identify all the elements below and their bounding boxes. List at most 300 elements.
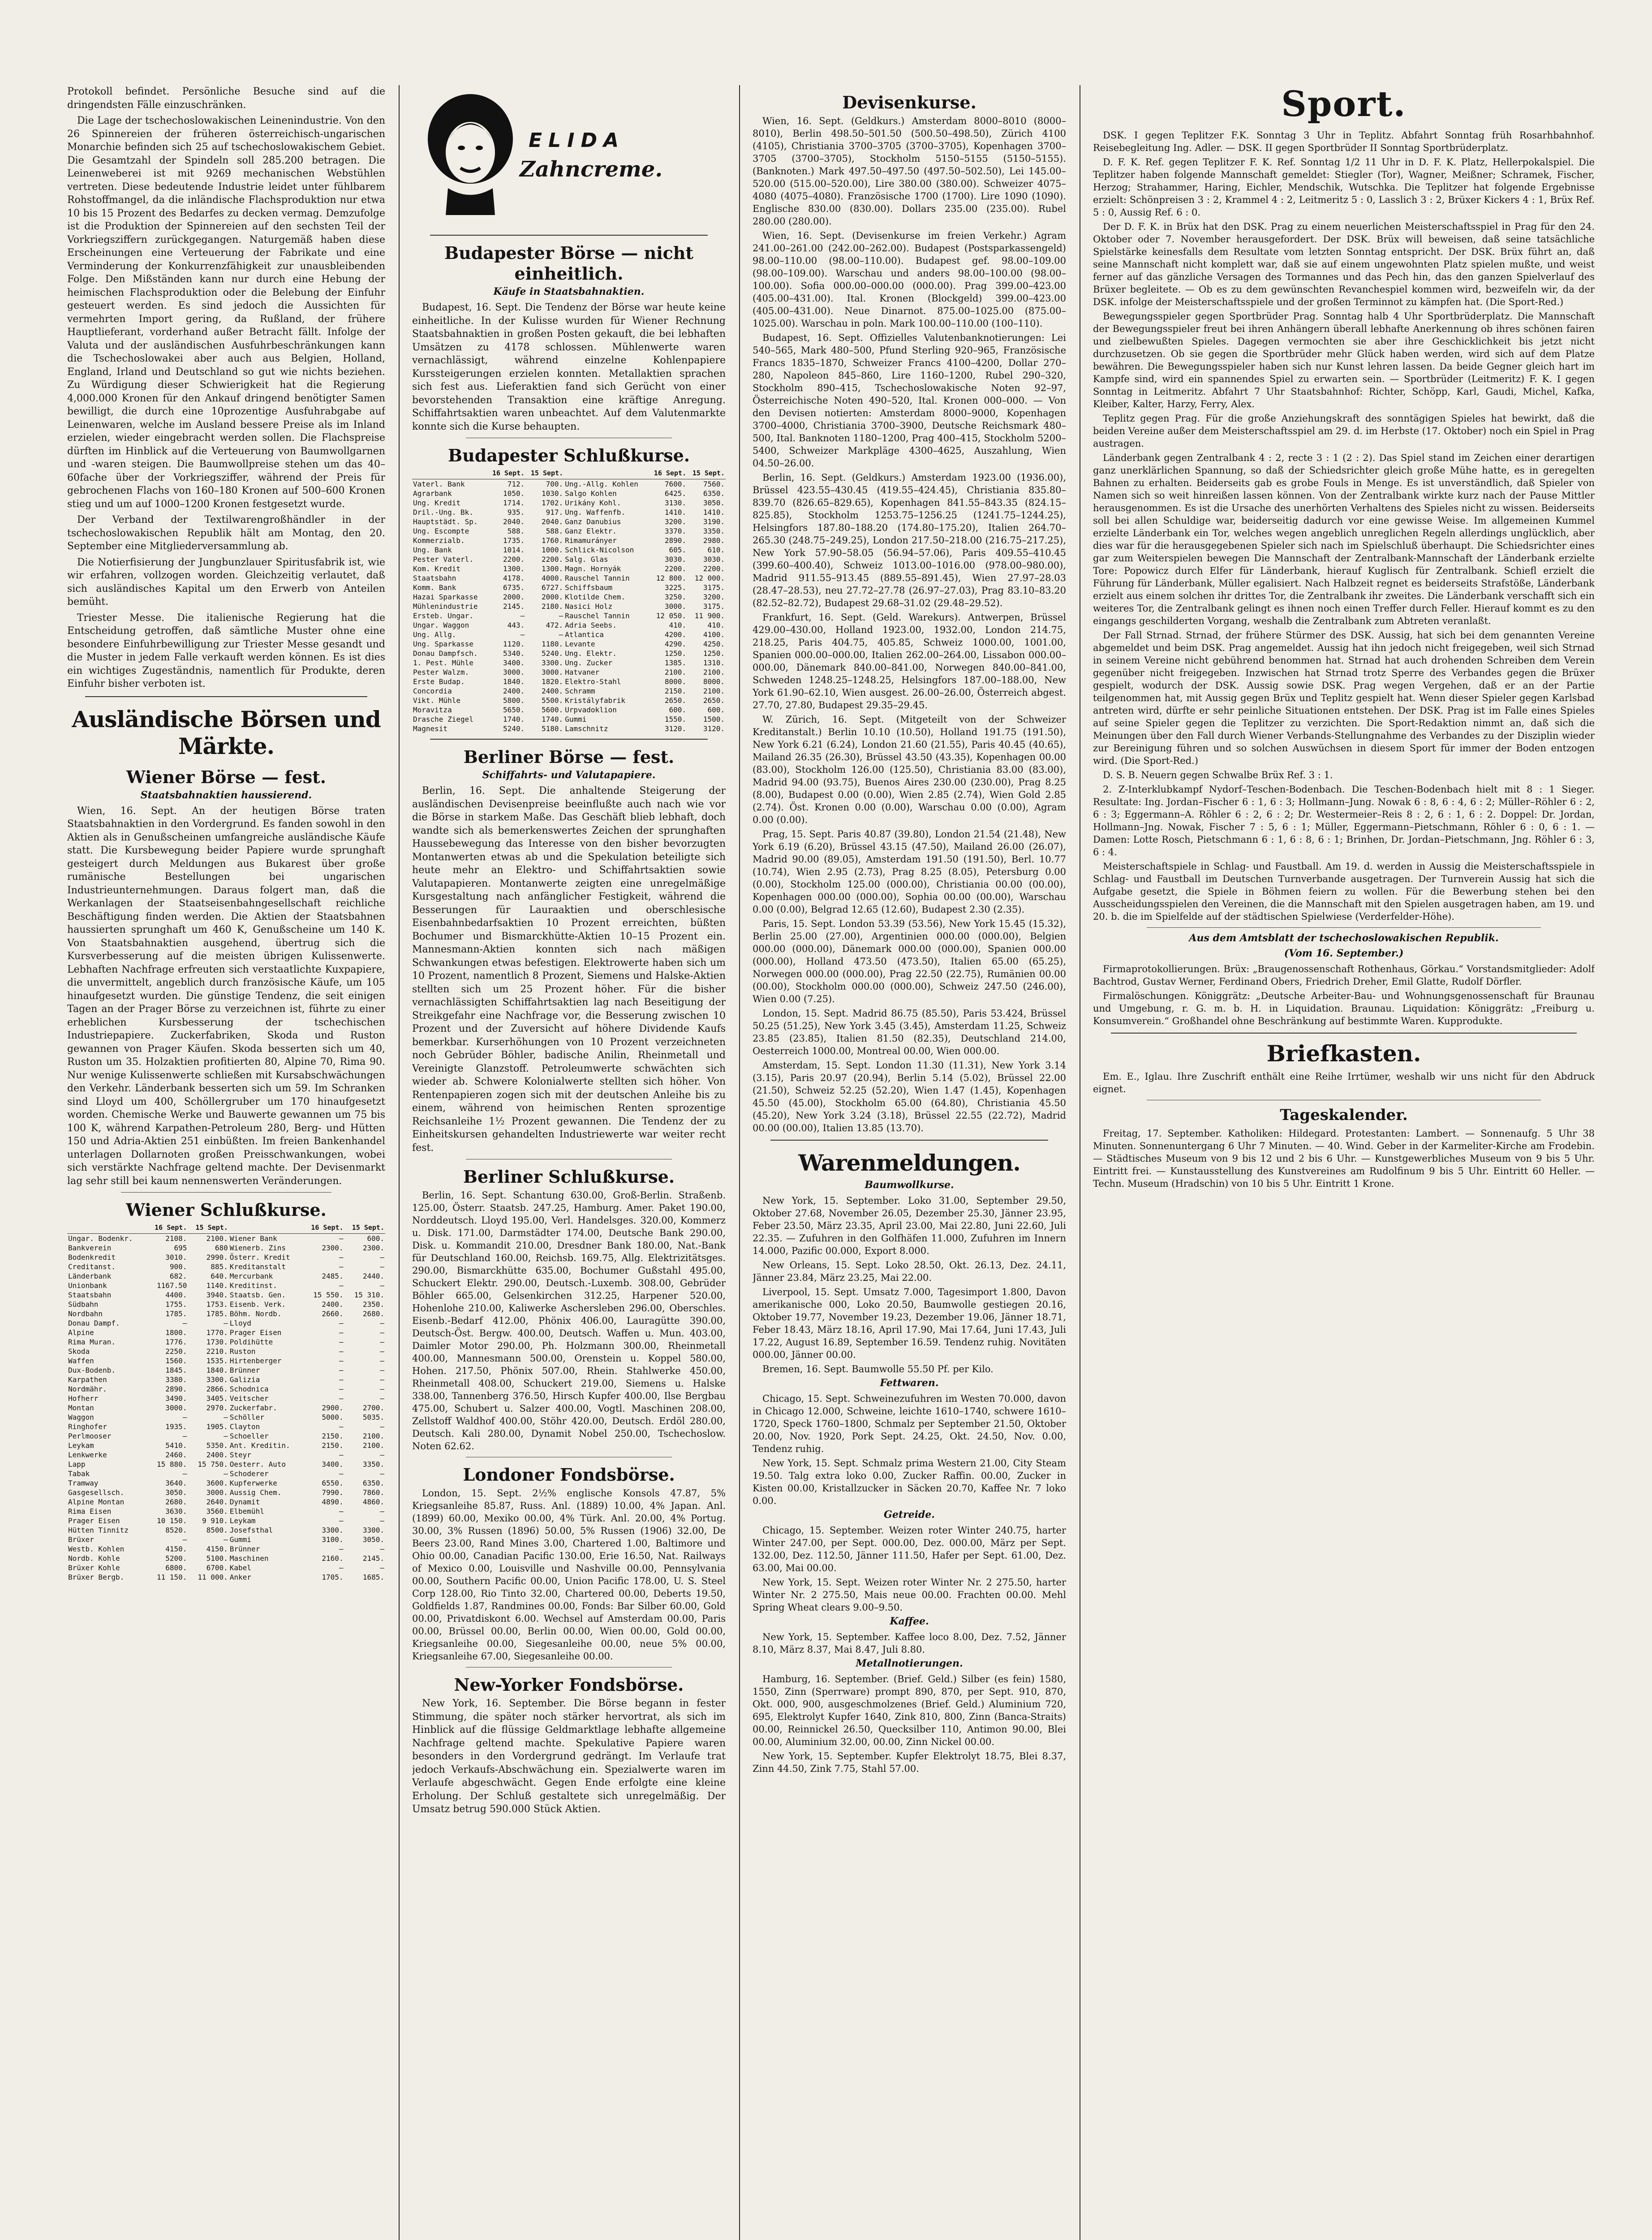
wien-quote-row [67, 1403, 385, 1413]
budapest-quote-cell: Hazai Sparkasse [413, 593, 478, 601]
article-paragraph: Firmalöschungen. Königgrätz: „Deutsche Arbeiter-Bau- und Wohnungsgenossenschaft für Braunau und Umgebung, r. G. m. b. H. in Liquidation. Braunau. Liquidation: Königgrätz: „Freiburg u. Konsumverein.“ Großhandel ohne Beschränkung auf bestimmte Waren. Kupprodukte. [1093, 991, 1595, 1026]
column-3 [753, 85, 1066, 2240]
wien-quote-cell: — [380, 1469, 384, 1478]
wien-quote-cell: 3300. [206, 1375, 228, 1384]
budapest-quote-cell: 1310. [703, 659, 725, 667]
wien-quote-cell: Westb. Kohlen [68, 1545, 125, 1553]
budapest-quote-cell: 472. [546, 621, 564, 629]
budapest-quote-row [412, 517, 726, 526]
wien-quote-cell: Nordmähr. [68, 1385, 107, 1393]
budapest-quote-cell: 2100. [703, 687, 725, 695]
wien-quote-row [67, 1234, 385, 1244]
wien-quote-cell: Staatsbahn [68, 1291, 112, 1299]
budapest-quote-cell: Rimamurányer [565, 536, 617, 545]
article-paragraph: Die Notierfisierung der Jungbunzlauer Spiritusfabrik ist, wie wir erfahren, vollzogen worden. Gleichzeitig verlautet, daß sich ausländisches Kapital um den Erwerb von Anteilen bemüht. [67, 556, 385, 607]
wien-quote-cell: 2160. [322, 1554, 344, 1563]
wien-quote-cell: 1535. [206, 1357, 228, 1365]
wien-quote-cell: Gasgesellsch. [68, 1488, 125, 1497]
wien-quote-cell: Brünner [229, 1545, 260, 1553]
budapest-quote-row [412, 555, 726, 564]
wien-quote-cell: 3000. [206, 1488, 228, 1497]
wien-quote-cell: Schoeller [229, 1432, 269, 1440]
wien-quote-cell: 6350. [362, 1479, 384, 1487]
wien-quote-cell: Donau Dampf. [68, 1319, 120, 1327]
wien-quote-cell: 1685. [362, 1573, 384, 1581]
column-rule [399, 85, 400, 2240]
wien-quote-cell: — [339, 1385, 344, 1393]
wien-quote-cell: Galizia [229, 1375, 260, 1384]
budapest-quote-cell: 3175. [703, 583, 725, 592]
budapest-quote-cell: Salg. Glas [565, 555, 608, 564]
budapest-quote-cell: 4290. [664, 640, 687, 648]
wien-quote-cell: Österr. Kredit [229, 1253, 290, 1262]
wien-quote-cell: Wiener Bank [229, 1234, 277, 1243]
wien-quote-cell: Brünner [229, 1366, 260, 1374]
wien-quote-cell: 3300. [362, 1526, 384, 1534]
article-paragraph: Teplitz gegen Prag. Für die große Anziehungskraft des sonntägigen Spieles hat bewirkt, daß die beiden Vereine außer dem Meisterschaftsspiel am 29. d. im Herbste (17. Oktober) noch ein Spiel in Prag austragen. [1093, 413, 1595, 449]
budapest-quote-cell: 4100. [703, 630, 725, 639]
wien-quote-row [67, 1253, 385, 1262]
wien-quote-row [67, 1535, 385, 1544]
article-paragraph: DSK. I gegen Teplitzer F.K. Sonntag 3 Uhr in Teplitz. Abfahrt Sonntag früh Rosarhbahnhof. Reisebegleitung Ing. Adler. — DSK. II gegen Sportbrüder II Sonntag Sportbrüderplatz. [1093, 130, 1595, 153]
budapest-quote-cell: Adria Seebs. [565, 621, 617, 629]
budapest-quote-cell: 2650. [664, 696, 687, 705]
budapest-quote-cell: 2980. [703, 536, 725, 545]
budapest-quote-cell: Ganz Elektr. [565, 527, 617, 535]
wien-quote-cell: Waggon [68, 1413, 94, 1422]
budapest-quote-cell: 1. Pest. Mühle [413, 659, 473, 667]
wien-quote-row [67, 1328, 385, 1337]
budapest-quote-cell: 1410. [664, 508, 687, 517]
wien-quote-cell: 5035. [362, 1413, 384, 1422]
wien-quote-cell: 1785. [165, 1310, 187, 1318]
wien-quote-cell: 2680. [165, 1498, 187, 1506]
wien-quote-cell: 6550. [322, 1479, 344, 1487]
article-paragraph: Em. E., Iglau. Ihre Zuschrift enthält eine Reihe Irrtümer, weshalb wir uns nicht für den Abdruck eignet. [1093, 1071, 1595, 1094]
budapest-quote-cell: 5240. [541, 649, 564, 658]
budapest-quote-cell: Ung. Elektr. [565, 649, 617, 658]
wien-quote-cell: Schöller [229, 1413, 264, 1422]
budapest-quote-cell: Urpvadoklion [565, 706, 617, 714]
budapest-quote-cell: Atlantica [565, 630, 604, 639]
wien-quote-cell: 4890. [322, 1498, 344, 1506]
budapest-quote-row [412, 715, 726, 724]
wien-quote-cell: Lenkwerke [68, 1451, 107, 1459]
london-heading: Londoner Fondsbörse. [463, 1465, 675, 1485]
budapest-quote-cell: Lamschnitz [565, 724, 608, 733]
wien-quote-row [67, 1271, 385, 1281]
wien-quote-cell: — [380, 1338, 384, 1346]
wien-quote-cell: 4400. [165, 1291, 187, 1299]
budapest-quote-cell: 3350. [703, 527, 725, 535]
wien-quote-cell: Elbemühl [229, 1507, 264, 1516]
budapest-quote-cell: Agrarbank [413, 489, 452, 498]
budapest-quote-cell: Drasche Ziegel [413, 715, 473, 724]
budapest-quote-row [412, 668, 726, 677]
budapest-quote-cell: 4000. [541, 574, 564, 582]
wien-quote-cell: 2100. [206, 1234, 228, 1243]
wien-quote-cell: — [380, 1564, 384, 1572]
wien-quote-cell: 10 150. [156, 1516, 187, 1525]
budapest-quote-row [412, 564, 726, 573]
wien-quote-cell: — [339, 1451, 344, 1459]
wien-quote-cell: 2440. [362, 1272, 384, 1280]
wien-quote-cell: — [380, 1262, 384, 1271]
wien-quote-row [67, 1422, 385, 1431]
wien-quote-cell: Hofherr [68, 1394, 99, 1403]
wien-quote-cell: 3000. [165, 1404, 187, 1412]
budapest-quote-cell: 3120. [664, 724, 687, 733]
article-paragraph: D. S. B. Neuern gegen Schwalbe Brüx Ref. 3 : 1. [1103, 770, 1333, 780]
budapest-quote-cell: — [520, 612, 525, 620]
budapest-quote-cell: Ganz Danubius [565, 517, 621, 526]
wien-quote-row [67, 1394, 385, 1403]
budapest-quote-cell: 410. [707, 621, 725, 629]
wien-quote-cell: Dynamit [229, 1498, 260, 1506]
wien-quote-cell: — [380, 1375, 384, 1384]
budapest-quote-cell: 3200. [703, 593, 725, 601]
wien-quote-cell: 7860. [362, 1488, 384, 1497]
wien-quote-cell: 3300. [322, 1526, 344, 1534]
budapest-quote-cell: 605. [669, 546, 687, 554]
budapest-quote-cell: 2145. [503, 602, 525, 611]
wien-quote-row [67, 1281, 385, 1290]
budapest-quote-cell: 8000. [703, 677, 725, 686]
wien-quote-cell: — [380, 1422, 384, 1431]
budapest-subheading: Käufe in Staatsbahnaktien. [493, 286, 645, 297]
budapest-quote-cell: 1050. [503, 489, 525, 498]
wien-quote-cell: Kreditinst. [229, 1281, 277, 1290]
article-paragraph: Berlin, 16. Sept. Schantung 630.00, Groß-Berlin. Straßenb. 125.00, Österr. Staatsb. 247.25, Hamburg. Amer. Paket 190.00, Norddeutsch. Lloyd 195.00, Verl. Handelsges. 320.00, Kommerz u. Disk. 171.00, Darmstädter 174.00, Deutsche Bank 290.00, Disk. u. Kommandit 210.00, Dresdner Bank 180.00, Nat.-Bank für Deutschland 160.00, Reichsb. 169.75, Allg. Elektrizitätsges. 290.00, Bismarckhütte 635.00, Bochumer Gußstahl 495.00, Schuckert Elektr. 290.00, Deutsch.-Luxemb. 308.00, Gebrüder Böhler 665.00, Gelsenkirchen 312.25, Harpener 520.00, Hohenlohe 210.00, Kaliwerke Aschersleben 296.00, Oberschles. Eisenb.-Bedarf 412.00, Phönix 406.00, Lauragütte 390.00, Deutsch-Öst. Bergw. 400.00, Deutsch. Waffen u. Mun. 403.00, Daimler Motor 290.00, Ph. Holzmann 300.00, Rheinmetall 400.00, Mannesmann 500.00, Orenstein u. Koppel 580.00, Hohen. 217.50, Phönix 507.00, Rhein. Stahlwerke 450.00, Rheinmetall 408.00, Schuckert 219.00, Siemens u. Halske 338.00, Tannenberg 376.50, Hirsch Kupfer 400.00, Ilse Bergbau 475.00, Schubert u. Salzer 400.00, Vogtl. Maschinen 208.00, Zellstoff Waldhof 400.00, Stöhr 420.00, Deutsch. Erdöl 280.00, Deutsch. Kali 280.00, Dynamit Nobel 250.00, Tschechoslow. Noten 62.62. [412, 1190, 726, 1452]
wien-quote-cell: 15 880. [156, 1460, 187, 1469]
wien-quote-cell: 885. [211, 1262, 228, 1271]
budapest-quote-row [412, 658, 726, 668]
article-paragraph: Triester Messe. Die italienische Regierung hat die Entscheidung getroffen, daß sämtliche Muster ohne eine besondere Einfuhrbewilligung zur Triester Messe gesandt und die Muster in jedem Falle verkauft werden können. Es ist dies ein wichtiges Zugeständnis, namentlich für Produkte, deren Einfuhr bisher verboten ist. [67, 612, 385, 689]
budapest-quote-cell: 2650. [703, 696, 725, 705]
wien-quote-row [67, 1478, 385, 1488]
wien-quote-cell: 3050. [362, 1535, 384, 1544]
wien-quote-cell: Brüxer Kohle [68, 1564, 120, 1572]
wien-quote-cell: 8500. [206, 1526, 228, 1534]
wien-quote-cell: — [339, 1234, 344, 1243]
budapest-quote-cell: 2200. [703, 564, 725, 573]
wien-quote-cell: 2900. [322, 1404, 344, 1412]
budapest-quote-cell: 4200. [664, 630, 687, 639]
divider [430, 235, 708, 236]
wien-quote-cell: 1753. [206, 1300, 228, 1309]
wien-quote-cell: Waffen [68, 1357, 94, 1365]
wien-quote-cell: 2460. [165, 1451, 187, 1459]
wien-quote-cell: Gummi [229, 1535, 251, 1544]
budapest-quote-row [412, 526, 726, 536]
wien-quote-cell: Tabak [68, 1469, 90, 1478]
article-paragraph: Freitag, 17. September. Katholiken: Hildegard. Protestanten: Lambert. — Sonnenaufg. 5 Uhr 38 Minuten. Sonnenuntergang 6 Uhr 7 Minuten. — 40. Wind. Geber in der Karmeliter-Kirche am Frodebin. — Städtisches Museum von 9 bis 12 und 2 bis 6 Uhr. — Kunstgewerbliches Museum von 9 bis 5 Uhr. Eintritt frei. — Kunstausstellung des Kunstvereines am Rudolfinum 9 bis 5 Uhr. Eintritt 60 Heller. — Techn. Museum (Hradschin) von 10 bis 5 Uhr. Eintritt 1 Krone. [1093, 1128, 1595, 1189]
divider [770, 1140, 1048, 1141]
divider [121, 1192, 331, 1193]
wien-quote-cell: Anker [229, 1573, 251, 1581]
budapest-quote-row [412, 639, 726, 649]
newspaper-page [67, 85, 1595, 2240]
budapest-quote-cell: 4178. [503, 574, 525, 582]
wien-quote-cell: 1167.50 [156, 1281, 187, 1290]
budapest-quote-cell: 1702. [541, 499, 564, 507]
wien-quote-cell: Ruston [229, 1347, 256, 1356]
article-paragraph: Amsterdam, 15. Sept. London 11.30 (11.31), New York 3.14 (3.15), Paris 20.97 (20.94), Berlin 5.14 (5.02), Brüssel 22.00 (21.50), Schweiz 52.25 (52.20), Wien 1.47 (1.45), Kopenhagen 45.50 (45.00), Stockholm 65.00 (64.80), Christiania 45.50 (45.20), New York 3.24 (3.18), Brüssel 22.55 (22.72), Madrid 00.00 (00.00), Italien 13.85 (13.70). [753, 1060, 1066, 1133]
wien-quote-cell: 3940. [206, 1291, 228, 1299]
wien-quote-cell: 1935. [165, 1422, 187, 1431]
wien-quote-cell: 4860. [362, 1498, 384, 1506]
wien-quote-cell: 2660. [322, 1310, 344, 1318]
budapest-quote-cell: 1385. [664, 659, 687, 667]
budapest-quote-cell: 3030. [703, 555, 725, 564]
budapest-quote-cell: 2400. [503, 687, 525, 695]
wien-quote-row [67, 1460, 385, 1469]
budapest-quote-cell: Rauschel Tannin [565, 574, 630, 582]
wien-quote-cell: Bodenkredit [68, 1253, 116, 1262]
budapest-quote-cell: 2040. [541, 517, 564, 526]
budapest-quote-column-header: 15 Sept. [525, 468, 564, 479]
wien-quote-row [67, 1309, 385, 1318]
wien-quote-cell: Perlmooser [68, 1432, 112, 1440]
wien-quote-cell: 2150. [322, 1432, 344, 1440]
elida-advertisement [412, 90, 726, 224]
budapest-quote-cell: Rauschel Tannin [565, 612, 630, 620]
wien-quote-cell: 695 [174, 1244, 187, 1252]
wien-quote-cell: Wienerb. Zins [229, 1244, 286, 1252]
budapest-quote-cell: Schramm [565, 687, 595, 695]
article-paragraph: London, 15. Sept. 2½% englische Konsols 47.87, 5% Kriegsanleihe 85.87, Russ. Anl. (1889) 10.00, 4% Japan. Anl. (1899) 60.00, Mexiko 00.00, 4% Türk. Anl. 20.00, 4% Portug. 30.00, 3% Russen (1896) 50.00, 5% Russen (1906) 32.00, De Beers 23.00, Rand Mines 3.00, Chartered 1.00, Baltimore und Ohio 00.00, Canadian Pacific 130.00, Erie 16.50, Nat. Railways of Mexico 0.00, Louisville und Nashville 00.00, Pennsylvania 00.00, Southern Pacific 00.00, Union Pacific 178.00, U. S. Steel Corp 128.00, Rio Tinto 32.00, Chartered 00.00, Deberts 19.50, Goldfields 1.87, Randmines 00.00, Fonds: Bar Silber 60.00, Gold 00.00, Privatdiskont 6.00. Wechsel auf Amsterdam 00.00, Paris 00.00, Brüssel 00.00, Berlin 00.00, Wien 00.00, Gold 00.00, Kriegsanleihe 00.00, Siegesanleihe 00.00, neue 5% 00.00, Kriegsanleihe 67.00, Siegesanleihe 00.00. [412, 1488, 726, 1662]
wien-quote-cell: — [339, 1357, 344, 1365]
wien-quote-cell: Leykam [229, 1516, 256, 1525]
budapest-quote-cell: 2200. [503, 555, 525, 564]
wien-quote-cell: — [380, 1545, 384, 1553]
woman-portrait-icon [421, 90, 520, 215]
wien-quote-row [67, 1497, 385, 1507]
wien-quote-cell: — [339, 1375, 344, 1384]
article-paragraph: Firmaprotokollierungen. Brüx: „Braugenossenschaft Rothenhaus, Görkau.“ Vorstandsmitglieder: Adolf Bachtrod, Gustav Werner, Ferdinand Obers, Friedrich Dreher, Emil Glatte, Rudolf Dörfler. [1093, 964, 1595, 987]
budapest-quote-cell: 7560. [703, 480, 725, 488]
budapest-quote-cell: 1014. [503, 546, 525, 554]
budapest-quote-column-header: 16 Sept. [487, 468, 525, 479]
budapest-quote-cell: 3175. [703, 602, 725, 611]
wien-quote-cell: 5100. [206, 1554, 228, 1563]
budapest-quote-cell: 1550. [664, 715, 687, 724]
budapest-quote-cell: 6425. [664, 489, 687, 498]
wien-quote-column-header: 16 Sept. [147, 1222, 188, 1234]
budapest-quote-column-header [412, 468, 487, 479]
budapest-quote-cell: 3300. [541, 659, 564, 667]
wien-quote-cell: 2485. [322, 1272, 344, 1280]
wien-quote-cell: 9 910. [202, 1516, 228, 1525]
wien-quote-row [67, 1300, 385, 1309]
wien-quote-cell: Zuckerfabr. [229, 1404, 277, 1412]
budapest-quote-row [412, 686, 726, 696]
budapest-quote-cell: Nasici Holz [565, 602, 613, 611]
budapest-quote-cell: 1714. [503, 499, 525, 507]
wien-quote-cell: 1770. [206, 1328, 228, 1337]
wien-quote-cell: 15 310. [354, 1291, 384, 1299]
wien-quote-cell: — [182, 1469, 187, 1478]
article-paragraph: Chicago, 15. September. Weizen roter Winter 240.75, harter Winter 247.00, per Sept. 000.00, Dez. 000.00, März per Sept. 132.00, Dez. 112.50, Jänner 111.50, Hafer per Sept. 61.00, Dez. 63.00, Mai 00.00. [753, 1525, 1066, 1573]
budapest-quote-row [412, 611, 726, 620]
sport-heading: Sport. [1281, 85, 1407, 125]
budapest-heading: Budapester Börse — nicht einheitlich. [444, 243, 693, 284]
budapest-quote-cell: 3120. [703, 724, 725, 733]
wien-quote-cell: 8520. [165, 1526, 187, 1534]
wien-quote-cell: — [380, 1347, 384, 1356]
wien-quote-cell: Creditanst. [68, 1262, 116, 1271]
budapest-quote-cell: 712. [507, 480, 525, 488]
article-paragraph: Der Fall Strnad. Strnad, der frühere Stürmer des DSK. Aussig, hat sich bei dem genannten Vereine abgemeldet und beim DSK. Prag angemeldet. Aussig hat ihn jedoch nicht freigegeben, weil sich Strnad in seinem Vereine nicht gebührend benommen hat. Strnad hat auch drohenden Schreiben dem Verein gegenüber nicht freigegeben. Inzwischen hat Strnad trotz Sperre des Verbandes gegen die Brüxer gespielt, wodurch der DSK. Aussig sowie DSK. Prag wegen Vergehen, daß er an der Partie teilgenommen hat, mit Aussig gegen Brüx und Teplitz gespielt hat. Wenn dieser Spieler gegen Karlsbad antreten wird, dürfte er sehr peinliche Situationen entstehen. Der DSK. Prag ist im Falle eines Spieles auf seine Spieler gegen die Teplitzer zu verzichten. Die Sport-Redaktion nimmt an, daß sich die Meinungen über den Fall durch Wiener Verbands-Stellungnahme des Verbandes zu der Disziplin wieder zur Bereinigung führen und so solchen Auswüchsen in diesem Sport für immer der Boden entzogen wird. (Die Sport-Red.) [1093, 630, 1595, 766]
budapest-quote-cell: Ung. Kredit [413, 499, 460, 507]
wien-quote-cell: 2990. [206, 1253, 228, 1262]
budapest-quote-cell: 5600. [541, 706, 564, 714]
budapest-quote-cell: 443. [507, 621, 525, 629]
budapest-quote-cell: Pester Vaterl. [413, 555, 473, 564]
budapest-quote-cell: Urikány Kohl. [565, 499, 621, 507]
wien-quote-cell: Kabel [229, 1564, 251, 1572]
wien-quote-cell: Poldihütte [229, 1338, 273, 1346]
divider [430, 739, 708, 740]
wien-quote-cell: — [380, 1328, 384, 1337]
wien-quote-cell: Hirtenberger [229, 1357, 282, 1365]
wien-quote-cell: — [339, 1347, 344, 1356]
amtsblatt-heading: Aus dem Amtsblatt der tschechoslowakischen Republik. [1189, 932, 1499, 944]
wien-quote-cell: — [339, 1319, 344, 1327]
wien-quote-cell: — [182, 1432, 187, 1440]
wien-quote-cell: 4150. [206, 1545, 228, 1553]
budapest-quote-row [412, 508, 726, 517]
wien-quote-cell: 1785. [206, 1310, 228, 1318]
budapest-quote-cell: 7600. [664, 480, 687, 488]
budapest-quote-cell: 12 050. [656, 612, 687, 620]
wien-quote-cell: 2890. [165, 1385, 187, 1393]
budapest-quote-cell: Pester Walzm. [413, 668, 469, 676]
wien-quote-cell: Kupferwerke [229, 1479, 277, 1487]
wien-quote-cell: 1755. [165, 1300, 187, 1309]
budapest-quote-cell: — [559, 612, 564, 620]
budapest-quote-cell: 5650. [503, 706, 525, 714]
wien-quote-cell: Josefsthal [229, 1526, 273, 1534]
wien-quote-cell: Bankverein [68, 1244, 112, 1252]
budapest-quote-table [412, 468, 726, 733]
wien-quote-cell: 2680. [362, 1310, 384, 1318]
article-paragraph: Der D. F. K. in Brüx hat den DSK. Prag zu einem neuerlichen Meisterschaftsspiel in Prag für den 24. Oktober oder 7. November herausgefordert. Der DSK. Brüx will beweisen, daß seine tatsächliche Spielstärke keinesfalls dem Resultate vom letzten Sonntag entspricht. Der DSK. Brüx führt an, daß seine Mannschaft nicht komplett war, daß sie auf einem ungewohnten Platz spielen mußte, und weist ferner auf das gänzliche Versagen des Tormannes und das Pech hin, das den ganzen Spielverlauf des Brüxer begleitete. — Ob es zu dem gewünschten Revanchespiel kommen wird, bezweifeln wir, da der DSK. infolge der Meisterschaftsspiele und der großen Terminnot zu kämpfen hat. (Die Sport-Red.) [1093, 221, 1595, 307]
wien-quote-cell: 4150. [165, 1545, 187, 1553]
wien-quote-table [67, 1222, 385, 1582]
budapest-quote-cell: 2000. [503, 593, 525, 601]
budapest-quote-row [412, 724, 726, 733]
budapest-quote-cell: 3030. [664, 555, 687, 564]
wien-quote-column-header: 16 Sept. [303, 1222, 344, 1234]
article-paragraph: Die Lage der tschechoslowakischen Leinenindustrie. Von den 26 Spinnereien der früheren österreichisch-ungarischen Monarchie befinden sich 25 auf tschechoslowakischem Gebiet. Die Gesamtzahl der Spindeln soll 285.200 betragen. Die Leinenweberei ist mit 9269 mechanischen Webstühlen vertreten. Diese bedeutende Industrie leidet unter fühlbarem Rohstoffmangel, da die inländische Flachsproduktion nur etwa 10 bis 15 Prozent des Bedarfes zu decken vermag. Demzufolge ist die Produktion der Spinnereien auf den sechsten Teil der Vorkriegsziffern zurückgegangen. Naturgemäß haben diese Erscheinungen eine Verteuerung der Fabrikate und eine Verminderung der Konkurrenzfähigkeit zur unausbleibenden Folge. Den Mißständen kann nur durch eine Hebung der heimischen Flachsproduktion oder die Belebung der Einfuhr gesteuert werden. Es sind jedoch die Aussichten für vermehrten Import gering, da Rußland, der frühere Hauptlieferant, vorderhand außer Betracht fällt. Infolge der Valuta und der ausländischen Ausfuhrbeschränkungen kann die Tschechoslowakei aber auch aus Belgien, Holland, England, Irland und Deutschland so gut wie nichts beziehen. Zu Würdigung dieser Schwierigkeit hat die Regierung 4,000.000 Kronen für den Ankauf dringend benötigter Samen bewilligt, die durch eine 10prozentige Ausfuhrabgabe auf Leinenwaren, welche im Ausland bessere Preise als im Inland erzielen, wieder eingebracht werden sollen. Die Flachspreise dürften im Hinblick auf die Verteuerung von Baumwollgarnen und -waren steigen. Die Baumwollpreise stehen um das 40–60fache über der Vorkriegsziffer, während der Preis für gebrochenen Flachs von 160–180 Kronen auf 500–600 Kronen stieg und um auf 1000–1200 Kronen festgesetzt wurde. [67, 115, 385, 510]
tageskalender-heading: Tageskalender. [1280, 1106, 1408, 1124]
budapest-quote-cell: 3250. [664, 593, 687, 601]
wien-quote-cell: Hütten Tinnitz [68, 1526, 129, 1534]
wien-quote-cell: Alpine [68, 1328, 94, 1337]
wien-quote-cell: Maschinen [229, 1554, 269, 1563]
wien-quote-cell: Prager Eisen [68, 1516, 120, 1525]
article-paragraph: New York, 15. Sept. Schmalz prima Western 21.00, City Steam 19.50. Talg extra loko 0.00, Zucker Raffin. 00.00, Zucker in Kisten 00.00, Kristallzucker in Säcken 20.70, Kaffee Nr. 7 loko 0.00. [753, 1458, 1066, 1506]
wien-quote-row [67, 1366, 385, 1375]
wien-quote-cell: 3400. [322, 1460, 344, 1469]
wien-quote-cell: Aussig Chem. [229, 1488, 282, 1497]
wien-quote-cell: 5200. [165, 1554, 187, 1563]
wien-quote-cell: Ringhofer [68, 1422, 107, 1431]
wien-quote-cell: 3010. [165, 1253, 187, 1262]
budapest-quote-cell: 8000. [664, 677, 687, 686]
devisen-heading: Devisenkurse. [842, 92, 977, 112]
budapest-quote-cell: 1760. [541, 536, 564, 545]
budapest-quote-cell: 410. [669, 621, 687, 629]
wien-quote-cell: — [339, 1366, 344, 1374]
wien-quote-cell: — [380, 1357, 384, 1365]
budapest-quote-cell: 588. [546, 527, 564, 535]
article-paragraph: Liverpool, 15. Sept. Umsatz 7.000, Tagesimport 1.800, Davon amerikanische 000, Loko 20.50, Baumwolle gestiegen 20.16, Oktober 19.77, November 19.23, Dezember 19.06, Jänner 18.71, Feber 18.43, März 18.16, April 17.90, Mai 17.64, Juni 17.43, Juli 17.22, August 16.89, September 16.59. Tendenz ruhig. Novitäten 000.00, Jänner 00.00. [753, 1287, 1066, 1360]
budapest-quote-column-header: 16 Sept. [649, 468, 687, 479]
article-paragraph: New Orleans, 15. Sept. Loko 28.50, Okt. 26.13, Dez. 24.11, Jänner 23.84, März 23.25, Mai 22.00. [753, 1260, 1066, 1283]
budapest-quote-cell: 5800. [503, 696, 525, 705]
wien-quote-cell: Clayton [229, 1422, 260, 1431]
divider [1111, 1033, 1577, 1034]
wien-quote-cell: — [380, 1253, 384, 1262]
column-rule [739, 85, 740, 2240]
budapest-quote-cell: 1000. [541, 546, 564, 554]
budapest-quote-cell: 5180. [541, 724, 564, 733]
wien-quote-row [67, 1469, 385, 1478]
wien-quote-cell: — [339, 1394, 344, 1403]
budapest-quote-cell: 2150. [664, 687, 687, 695]
wien-quote-cell: 2970. [206, 1404, 228, 1412]
budapest-quote-row [412, 592, 726, 602]
article-paragraph: Bremen, 16. Sept. Baumwolle 55.50 Pf. per Kilo. [762, 1364, 994, 1374]
wien-quote-cell: 680 [215, 1244, 228, 1252]
wien-quote-cell: — [339, 1422, 344, 1431]
wien-quote-cell: 1140. [206, 1281, 228, 1290]
wien-quote-row [67, 1243, 385, 1253]
budapest-quote-cell: 6350. [703, 489, 725, 498]
getreide-heading: Getreide. [884, 1509, 935, 1521]
budapest-quote-cell: Ung. Allg. [413, 630, 456, 639]
kaffee-heading: Kaffee. [890, 1615, 929, 1627]
budapest-quote-row [412, 489, 726, 498]
wien-quote-row [67, 1516, 385, 1525]
wien-quote-cell: — [224, 1535, 228, 1544]
budapest-quote-cell: 3400. [503, 659, 525, 667]
wien-quote-cell: Montan [68, 1404, 94, 1412]
wien-quote-cell: — [339, 1253, 344, 1262]
briefkasten-heading: Briefkasten. [1266, 1040, 1421, 1067]
budapest-quote-cell: Kristályfabrik [565, 696, 625, 705]
wien-quote-cell: 3100. [322, 1535, 344, 1544]
wien-quote-cell: — [339, 1545, 344, 1553]
budapest-quote-column-header [564, 468, 649, 479]
wien-quote-cell: 6800. [165, 1564, 187, 1572]
budapest-quote-cell: 1030. [541, 489, 564, 498]
wien-quote-cell: — [224, 1413, 228, 1422]
wien-quote-cell: 11 000. [198, 1573, 228, 1581]
wien-quote-cell: — [380, 1366, 384, 1374]
baumwolle-heading: Baumwollkurse. [865, 1179, 954, 1191]
wien-quote-cell: — [182, 1535, 187, 1544]
ad-product: Zahncreme. [520, 157, 663, 182]
wien-quote-cell: — [380, 1507, 384, 1516]
budapest-quote-row [412, 620, 726, 630]
wien-quote-cell: — [182, 1413, 187, 1422]
wien-subheading: Staatsbahnaktien haussierend. [140, 789, 312, 801]
article-paragraph: London, 15. Sept. Madrid 86.75 (85.50), Paris 53.424, Brüssel 50.25 (51.25), New York 3.45 (3.45), Amsterdam 11.25, Schweiz 23.85 (23.85), Italien 81.50 (82.35), Deutschland 214.00, Oesterreich 1000.00, Montreal 00.00, Wien 000.00. [753, 1008, 1066, 1056]
budapest-quote-cell: Staatsbahn [413, 574, 456, 582]
